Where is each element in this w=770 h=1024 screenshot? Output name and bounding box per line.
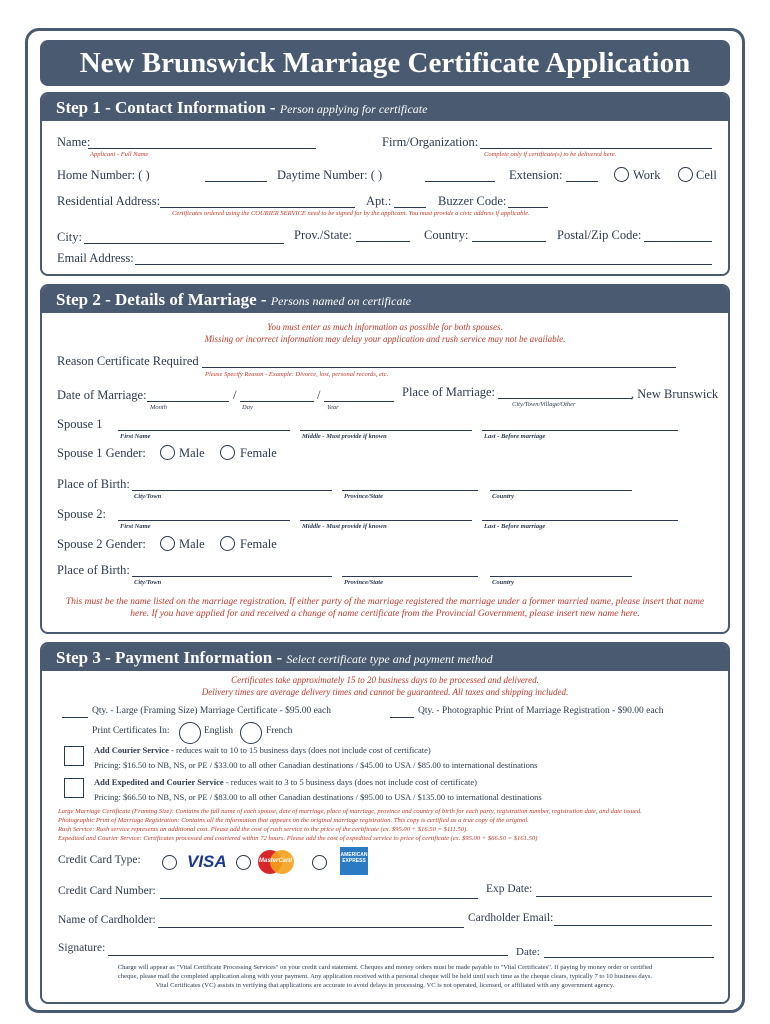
spouse1-pob-province-input[interactable] bbox=[342, 490, 478, 491]
city-input[interactable] bbox=[84, 243, 284, 244]
mastercard-logo bbox=[258, 850, 294, 874]
apt-label: Apt.: bbox=[366, 194, 392, 208]
print-in-label: Print Certificates In: bbox=[92, 726, 170, 736]
cc-number-input[interactable] bbox=[160, 898, 478, 899]
footer-line-2: cheque, please mail the completed application along with your payment. Any application received with a personal cheque will be held until such time as the cheque clears, typically 7 to 10 business days. bbox=[117, 973, 653, 980]
step2-title: Step 2 - Details of Marriage - bbox=[56, 290, 271, 309]
buzzer-label: Buzzer Code: bbox=[438, 194, 507, 208]
firm-input[interactable] bbox=[480, 148, 712, 149]
spouse2-middle-input[interactable] bbox=[300, 520, 472, 521]
cc-type-label: Credit Card Type: bbox=[58, 854, 141, 866]
mastercard-radio[interactable] bbox=[236, 855, 251, 870]
firm-label: Firm/Organization: bbox=[382, 135, 479, 149]
spouse1-female-radio[interactable] bbox=[220, 445, 235, 460]
date-input[interactable] bbox=[544, 957, 714, 958]
step1-subtitle: Person applying for certificate bbox=[279, 102, 428, 116]
footer bbox=[40, 963, 730, 990]
qty-photo-input[interactable] bbox=[390, 717, 414, 718]
french-radio[interactable] bbox=[240, 722, 262, 744]
spouse2-gender-label: Spouse 2 Gender: bbox=[57, 537, 146, 551]
country-label: Country: bbox=[424, 228, 469, 242]
step3-subtitle: Select certificate type and payment method bbox=[286, 652, 493, 666]
date-of-marriage-label: Date of Marriage: bbox=[57, 388, 147, 402]
spouse1-pob-country-input[interactable] bbox=[490, 490, 632, 491]
step3-note-1: Certificates take approximately 15 to 20 business days to be processed and delivered. bbox=[231, 675, 539, 685]
cc-number-label: Credit Card Number: bbox=[58, 885, 156, 897]
spouse1-pob-city-input[interactable] bbox=[132, 490, 332, 491]
name-hint: Applicant - Full Name bbox=[90, 151, 149, 158]
spouse1-first-hint: First Name bbox=[120, 433, 151, 440]
spouse2-city-hint: City/Town bbox=[134, 579, 162, 586]
prov-label: Prov./State: bbox=[294, 228, 352, 242]
amex-radio[interactable] bbox=[312, 855, 327, 870]
step2-bottom-note: This must be the name listed on the marriage registration. If either party of the marriage registered the marriage under a former married name, please insert that name here. If you have applied for and received a change of name certificate from the Provincial Government, please insert new name here. bbox=[65, 597, 705, 619]
spouse1-last-input[interactable] bbox=[482, 430, 678, 431]
spouse2-country-hint: Country bbox=[492, 579, 515, 586]
step2-subtitle: Persons named on certificate bbox=[270, 294, 412, 308]
work-label: Work bbox=[633, 168, 661, 182]
apt-input[interactable] bbox=[394, 207, 426, 208]
reason-hint: Please Specify Reason - Example: Divorce, lost, personal records, etc. bbox=[205, 371, 389, 378]
spouse2-pob-label: Place of Birth: bbox=[57, 563, 130, 577]
spouse1-male-radio[interactable] bbox=[160, 445, 175, 460]
daytime-number-label: Daytime Number: ( ) bbox=[277, 168, 383, 182]
date-label: Date: bbox=[516, 946, 540, 958]
name-input[interactable] bbox=[88, 148, 316, 149]
visa-radio[interactable] bbox=[162, 855, 177, 870]
daytime-number-input[interactable] bbox=[425, 181, 495, 182]
spouse1-last-hint: Last - Before marriage bbox=[484, 433, 546, 440]
day-hint: Day bbox=[242, 404, 253, 411]
extension-label: Extension: bbox=[509, 168, 563, 182]
date-slash-2: / bbox=[317, 388, 321, 402]
email-input[interactable] bbox=[135, 264, 712, 265]
cardholder-email-input[interactable] bbox=[554, 925, 712, 926]
spouse1-middle-hint: Middle - Must provide if known bbox=[302, 433, 387, 440]
spouse1-city-hint: City/Town bbox=[134, 493, 162, 500]
country-input[interactable] bbox=[472, 241, 546, 242]
exp-date-input[interactable] bbox=[536, 896, 712, 897]
spouse1-gender-label: Spouse 1 Gender: bbox=[57, 446, 146, 460]
postal-label: Postal/Zip Code: bbox=[557, 228, 642, 242]
step2-header bbox=[42, 286, 728, 313]
courier-checkbox[interactable] bbox=[64, 746, 84, 766]
spouse2-pob-city-input[interactable] bbox=[132, 576, 332, 577]
place-of-marriage-label: Place of Marriage: bbox=[402, 385, 496, 399]
footer-line-3: Vital Certificates (VC) assists in verifying that applications are accurate to avoid delays in processing. VC is not operated, licensed, or affiliated with any government agency. bbox=[155, 982, 615, 989]
spouse2-female-radio[interactable] bbox=[220, 536, 235, 551]
expedited-checkbox[interactable] bbox=[64, 778, 84, 798]
expedited-line bbox=[94, 777, 477, 787]
english-label: English bbox=[204, 726, 234, 736]
residential-label: Residential Address: bbox=[57, 194, 161, 208]
qty-large-input[interactable] bbox=[62, 717, 88, 718]
prov-input[interactable] bbox=[356, 241, 410, 242]
courier-title: Add Courier Service bbox=[94, 745, 169, 755]
step2-note-1: You must enter as much information as possible for both spouses. bbox=[267, 322, 503, 332]
fine-print-1: Large Marriage Certificate (Framing Size): Contains the full name of each spouse, date of marriage, place of marriage, province and country of birth for each party, registration number, registration date, and date issued. bbox=[58, 808, 642, 815]
french-label: French bbox=[266, 726, 293, 736]
cardholder-email-label: Cardholder Email: bbox=[468, 912, 554, 924]
visa-logo: VISA bbox=[187, 852, 227, 871]
step1-section bbox=[40, 92, 730, 276]
buzzer-input[interactable] bbox=[508, 207, 548, 208]
expedited-desc: - reduces wait to 3 to 5 business days (does not include cost of certificate) bbox=[223, 777, 477, 787]
spouse2-first-input[interactable] bbox=[118, 520, 290, 521]
spouse1-middle-input[interactable] bbox=[300, 430, 472, 431]
spouse2-last-hint: Last - Before marriage bbox=[484, 523, 546, 530]
courier-note: Certificates ordered using the COURIER SERVICE need to be signed for by the applicant. You must provide a civic address if applicable. bbox=[172, 210, 530, 217]
fine-print-4: Expedited and Courier Service: Certificates processed and couriered within 72 hours. Please add the cost of expedited service to price of certificate (ex. $95.00 + $66.50 = $161.50) bbox=[58, 835, 538, 842]
marriage-year-input[interactable] bbox=[324, 401, 394, 402]
spouse2-middle-hint: Middle - Must provide if known bbox=[302, 523, 387, 530]
signature-input[interactable] bbox=[108, 955, 508, 956]
place-of-marriage-input[interactable] bbox=[498, 398, 632, 399]
spouse1-label: Spouse 1 bbox=[57, 417, 103, 431]
spouse2-male-label: Male bbox=[179, 537, 205, 551]
spouse2-province-hint: Province/State bbox=[344, 579, 383, 586]
firm-hint: Complete only if certificate(s) to be delivered here. bbox=[484, 151, 617, 158]
cardholder-label: Name of Cardholder: bbox=[58, 914, 156, 926]
postal-input[interactable] bbox=[644, 241, 712, 242]
page-title: New Brunswick Marriage Certificate Application bbox=[40, 40, 730, 86]
step1-title: Step 1 - Contact Information - bbox=[56, 98, 280, 117]
place-hint: City/Town/Village/Other bbox=[512, 401, 576, 408]
city-label: City: bbox=[57, 230, 83, 244]
marriage-month-input[interactable] bbox=[147, 401, 229, 402]
work-radio[interactable] bbox=[614, 167, 629, 182]
residential-input[interactable] bbox=[160, 207, 355, 208]
spouse2-first-hint: First Name bbox=[120, 523, 151, 530]
step3-note-2: Delivery times are average delivery times and cannot be guaranteed. All taxes and shipping included. bbox=[201, 687, 569, 697]
courier-line bbox=[94, 745, 431, 755]
cardholder-input[interactable] bbox=[158, 927, 464, 928]
extension-input[interactable] bbox=[566, 181, 598, 182]
amex-logo: AMERICAN EXPRESS bbox=[340, 847, 368, 875]
reason-input[interactable] bbox=[202, 367, 676, 368]
spouse1-first-input[interactable] bbox=[118, 430, 290, 431]
step3-header bbox=[42, 644, 728, 671]
english-radio[interactable] bbox=[179, 722, 201, 744]
mastercard-text: MasterCard bbox=[259, 858, 293, 864]
spouse1-country-hint: Country bbox=[492, 493, 515, 500]
home-number-input[interactable] bbox=[205, 181, 267, 182]
month-hint: Month bbox=[150, 404, 167, 411]
signature-label: Signature: bbox=[58, 942, 106, 954]
spouse2-female-label: Female bbox=[240, 537, 277, 551]
marriage-day-input[interactable] bbox=[240, 401, 314, 402]
fine-print-3: Rush Service: Rush service represents an additional cost. Please add the cost of rush service to the price of the certificate (ex. $95.00 + $16.50 = $111.50). bbox=[58, 826, 468, 833]
email-label: Email Address: bbox=[57, 251, 134, 265]
step1-header bbox=[42, 94, 728, 121]
exp-date-label: Exp Date: bbox=[486, 883, 533, 895]
date-slash-1: / bbox=[233, 388, 237, 402]
courier-desc: - reduces wait to 10 to 15 business days (does not include cost of certificate) bbox=[168, 745, 431, 755]
fine-print-2: Photographic Print of Marriage Registration: Contains all the information that appears on the original marriage registration. This copy is certified as a true copy of the original. bbox=[58, 817, 529, 824]
step3-title: Step 3 - Payment Information - bbox=[56, 648, 287, 667]
courier-price: Pricing: $16.50 to NB, NS, or PE / $33.00 to all other Canadian destinations / $45.00 to USA / $85.00 to international destinations bbox=[94, 760, 538, 770]
spouse1-province-hint: Province/State bbox=[344, 493, 383, 500]
qty-photo-label: Qty. - Photographic Print of Marriage Registration - $90.00 each bbox=[418, 706, 664, 716]
spouse1-pob-label: Place of Birth: bbox=[57, 477, 130, 491]
spouse2-male-radio[interactable] bbox=[160, 536, 175, 551]
name-label: Name: bbox=[57, 135, 91, 149]
expedited-price: Pricing: $66.50 to NB, NS, or PE / $83.00 to all other Canadian destinations / $95.00 to USA / $135.00 to international destinations bbox=[94, 792, 542, 802]
place-suffix: , New Brunswick bbox=[631, 387, 719, 401]
cell-label: Cell bbox=[696, 168, 717, 182]
reason-label: Reason Certificate Required bbox=[57, 354, 199, 368]
spouse2-last-input[interactable] bbox=[482, 520, 678, 521]
spouse2-label: Spouse 2: bbox=[57, 507, 106, 521]
spouse1-male-label: Male bbox=[179, 446, 205, 460]
spouse2-pob-province-input[interactable] bbox=[342, 576, 478, 577]
step2-note-2: Missing or incorrect information may delay your application and rush service may not be available. bbox=[204, 334, 566, 344]
spouse1-female-label: Female bbox=[240, 446, 277, 460]
year-hint: Year bbox=[327, 404, 339, 411]
spouse2-pob-country-input[interactable] bbox=[490, 576, 632, 577]
footer-line-1: Charge will appear as "Vital Certificate Processing Services" on your credit card statement. Cheques and money orders must be made payable to "Vital Certificates". If paying by money order or certified bbox=[117, 964, 653, 971]
expedited-title: Add Expedited and Courier Service bbox=[94, 777, 224, 787]
qty-large-label: Qty. - Large (Framing Size) Marriage Certificate - $95.00 each bbox=[92, 706, 331, 716]
home-number-label: Home Number: ( ) bbox=[57, 168, 150, 182]
cell-radio[interactable] bbox=[678, 167, 693, 182]
